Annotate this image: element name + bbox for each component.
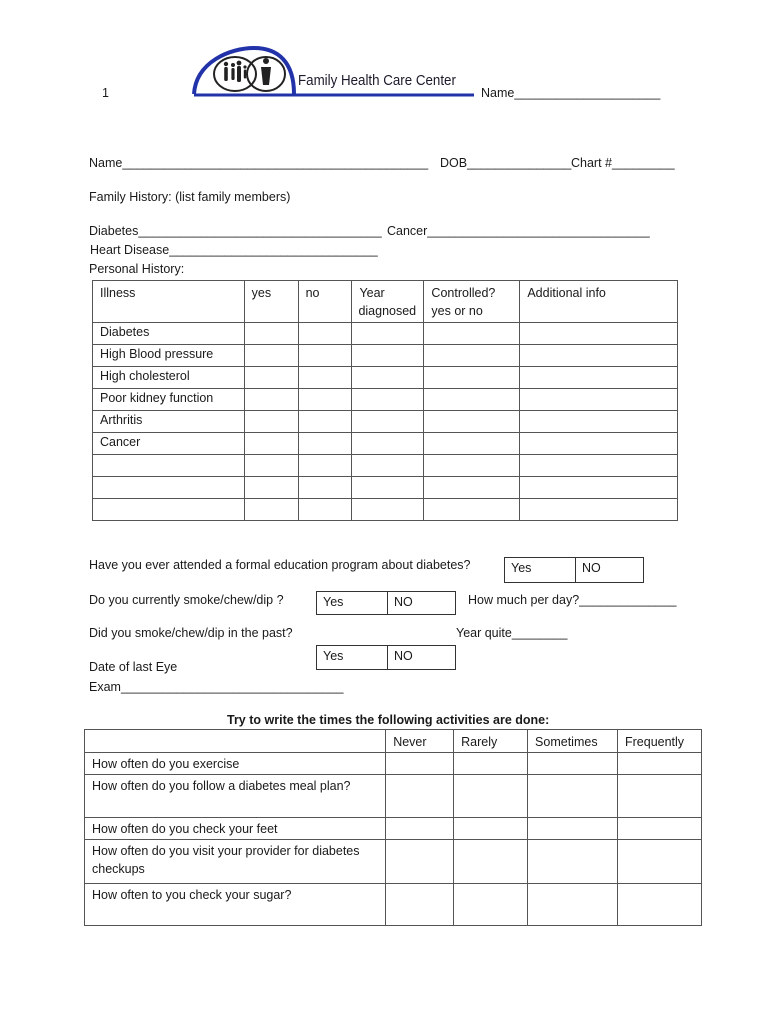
frequently-cell[interactable]	[618, 753, 702, 775]
sometimes-cell[interactable]	[528, 775, 618, 818]
year-cell[interactable]	[352, 389, 424, 411]
never-cell[interactable]	[386, 818, 454, 840]
controlled-cell[interactable]	[424, 499, 520, 521]
header-year-diagnosed	[352, 281, 424, 323]
illness-cell: Arthritis	[93, 411, 245, 433]
smoke-past-answer-box	[316, 645, 456, 670]
yes-cell[interactable]	[244, 367, 298, 389]
family-history-heading: Family History: (list family members)	[89, 190, 291, 204]
no-cell[interactable]	[298, 411, 352, 433]
header-controlled-line2: yes or no	[431, 304, 483, 318]
no-cell[interactable]	[298, 455, 352, 477]
no-cell[interactable]	[298, 367, 352, 389]
no-cell[interactable]	[298, 499, 352, 521]
activities-title: Try to write the times the following activities are done:	[227, 713, 550, 727]
sometimes-cell[interactable]	[528, 840, 618, 884]
family-cancer-field[interactable]: Cancer________________________________	[387, 224, 650, 238]
table-row	[85, 884, 702, 926]
header-year-line1: Year	[359, 286, 385, 300]
table-row	[93, 345, 678, 367]
personal-history-heading: Personal History:	[89, 262, 185, 276]
rarely-cell[interactable]	[454, 840, 528, 884]
info-cell[interactable]	[520, 455, 678, 477]
illness-cell[interactable]	[93, 455, 245, 477]
no-cell[interactable]	[298, 477, 352, 499]
smoke-question: Do you currently smoke/chew/dip ?	[89, 593, 284, 607]
frequently-cell[interactable]	[618, 840, 702, 884]
activities-header-row	[85, 730, 702, 753]
illness-cell: High cholesterol	[93, 367, 245, 389]
rarely-cell[interactable]	[454, 753, 528, 775]
table-row	[85, 818, 702, 840]
controlled-cell[interactable]	[424, 345, 520, 367]
info-cell[interactable]	[520, 411, 678, 433]
header-controlled	[424, 281, 520, 323]
yes-cell[interactable]	[244, 323, 298, 345]
education-no-option[interactable]: NO	[575, 558, 643, 582]
frequently-cell[interactable]	[618, 884, 702, 926]
header-controlled-line1: Controlled?	[431, 286, 496, 300]
no-cell[interactable]	[298, 323, 352, 345]
year-cell[interactable]	[352, 323, 424, 345]
header-frequently: Frequently	[618, 730, 702, 753]
header-additional-info: Additional info	[520, 281, 678, 323]
activity-label: How often do you follow a diabetes meal plan?	[85, 775, 386, 818]
yes-cell[interactable]	[244, 455, 298, 477]
table-row	[93, 477, 678, 499]
year-quit-field[interactable]: Year quite________	[456, 626, 568, 640]
never-cell[interactable]	[386, 753, 454, 775]
activity-label: How often to you check your sugar?	[85, 884, 386, 926]
illness-cell[interactable]	[93, 477, 245, 499]
logo-text: Family Health Care Center	[298, 73, 456, 89]
empty-header-cell	[85, 730, 386, 753]
no-cell[interactable]	[298, 345, 352, 367]
activity-label: How often do you check your feet	[85, 818, 386, 840]
family-diabetes-field[interactable]: Diabetes___________________________________	[89, 224, 382, 238]
header-year-line2: diagnosed	[358, 304, 417, 318]
rarely-cell[interactable]	[454, 818, 528, 840]
year-cell[interactable]	[352, 433, 424, 455]
smoke-past-yes-option[interactable]: Yes	[323, 649, 344, 663]
no-cell[interactable]	[298, 389, 352, 411]
header-name-field[interactable]: Name_____________________	[481, 86, 661, 100]
year-cell[interactable]	[352, 477, 424, 499]
sometimes-cell[interactable]	[528, 753, 618, 775]
info-cell[interactable]	[520, 433, 678, 455]
info-cell[interactable]	[520, 323, 678, 345]
yes-cell[interactable]	[244, 411, 298, 433]
illness-cell[interactable]	[93, 499, 245, 521]
table-row	[93, 367, 678, 389]
dob-field[interactable]: DOB_______________	[440, 156, 572, 170]
smoke-no-option[interactable]: NO	[387, 592, 455, 614]
yes-cell[interactable]	[244, 477, 298, 499]
year-cell[interactable]	[352, 345, 424, 367]
controlled-cell[interactable]	[424, 455, 520, 477]
controlled-cell[interactable]	[424, 477, 520, 499]
frequently-cell[interactable]	[618, 818, 702, 840]
info-cell[interactable]	[520, 389, 678, 411]
activity-label: How often do you visit your provider for diabetes checkups	[85, 840, 386, 884]
frequently-cell[interactable]	[618, 775, 702, 818]
eye-exam-label: Date of last Eye	[89, 660, 178, 674]
controlled-cell[interactable]	[424, 389, 520, 411]
yes-cell[interactable]	[244, 345, 298, 367]
education-question: Have you ever attended a formal education program about diabetes?	[89, 558, 471, 572]
page-number: 1	[102, 86, 109, 100]
controlled-cell[interactable]	[424, 367, 520, 389]
table-row	[85, 840, 702, 884]
info-cell[interactable]	[520, 345, 678, 367]
eye-exam-field[interactable]: Exam________________________________	[89, 680, 344, 694]
illness-cell: Cancer	[93, 433, 245, 455]
activity-label: How often do you exercise	[85, 753, 386, 775]
chart-number-field[interactable]: Chart #_________	[571, 156, 675, 170]
family-heart-disease-field[interactable]: Heart Disease______________________________	[90, 243, 378, 257]
info-cell[interactable]	[520, 477, 678, 499]
header-rarely: Rarely	[454, 730, 528, 753]
table-row	[93, 499, 678, 521]
smoke-answer-box	[316, 591, 456, 615]
smoke-past-question: Did you smoke/chew/dip in the past?	[89, 626, 293, 640]
never-cell[interactable]	[386, 884, 454, 926]
rarely-cell[interactable]	[454, 775, 528, 818]
rarely-cell[interactable]	[454, 884, 528, 926]
year-cell[interactable]	[352, 455, 424, 477]
smoke-amount-field[interactable]: How much per day?______________	[468, 593, 677, 607]
year-cell[interactable]	[352, 367, 424, 389]
info-cell[interactable]	[520, 499, 678, 521]
never-cell[interactable]	[386, 840, 454, 884]
table-header-row	[93, 281, 678, 323]
controlled-cell[interactable]	[424, 411, 520, 433]
never-cell[interactable]	[386, 775, 454, 818]
education-yes-option[interactable]: Yes	[511, 561, 532, 575]
smoke-past-no-option[interactable]: NO	[387, 646, 455, 669]
activities-table	[84, 729, 702, 926]
yes-cell[interactable]	[244, 389, 298, 411]
header-illness: Illness	[93, 281, 245, 323]
table-row	[85, 753, 702, 775]
table-row	[93, 323, 678, 345]
year-cell[interactable]	[352, 411, 424, 433]
smoke-yes-option[interactable]: Yes	[323, 595, 344, 609]
controlled-cell[interactable]	[424, 323, 520, 345]
table-row	[93, 433, 678, 455]
header-sometimes: Sometimes	[528, 730, 618, 753]
header-no: no	[298, 281, 352, 323]
sometimes-cell[interactable]	[528, 818, 618, 840]
header-never: Never	[386, 730, 454, 753]
education-answer-box	[504, 557, 644, 583]
table-row	[93, 389, 678, 411]
sometimes-cell[interactable]	[528, 884, 618, 926]
table-row	[93, 411, 678, 433]
illness-cell: Diabetes	[93, 323, 245, 345]
illness-cell: High Blood pressure	[93, 345, 245, 367]
controlled-cell[interactable]	[424, 433, 520, 455]
header-yes: yes	[244, 281, 298, 323]
patient-name-field[interactable]: Name____________________________________________	[89, 156, 429, 170]
yes-cell[interactable]	[244, 499, 298, 521]
illness-cell: Poor kidney function	[93, 389, 245, 411]
family-health-logo-icon	[190, 44, 480, 100]
table-row	[93, 455, 678, 477]
info-cell[interactable]	[520, 367, 678, 389]
yes-cell[interactable]	[244, 433, 298, 455]
year-cell[interactable]	[352, 499, 424, 521]
personal-history-table	[92, 280, 678, 521]
table-row	[85, 775, 702, 818]
no-cell[interactable]	[298, 433, 352, 455]
